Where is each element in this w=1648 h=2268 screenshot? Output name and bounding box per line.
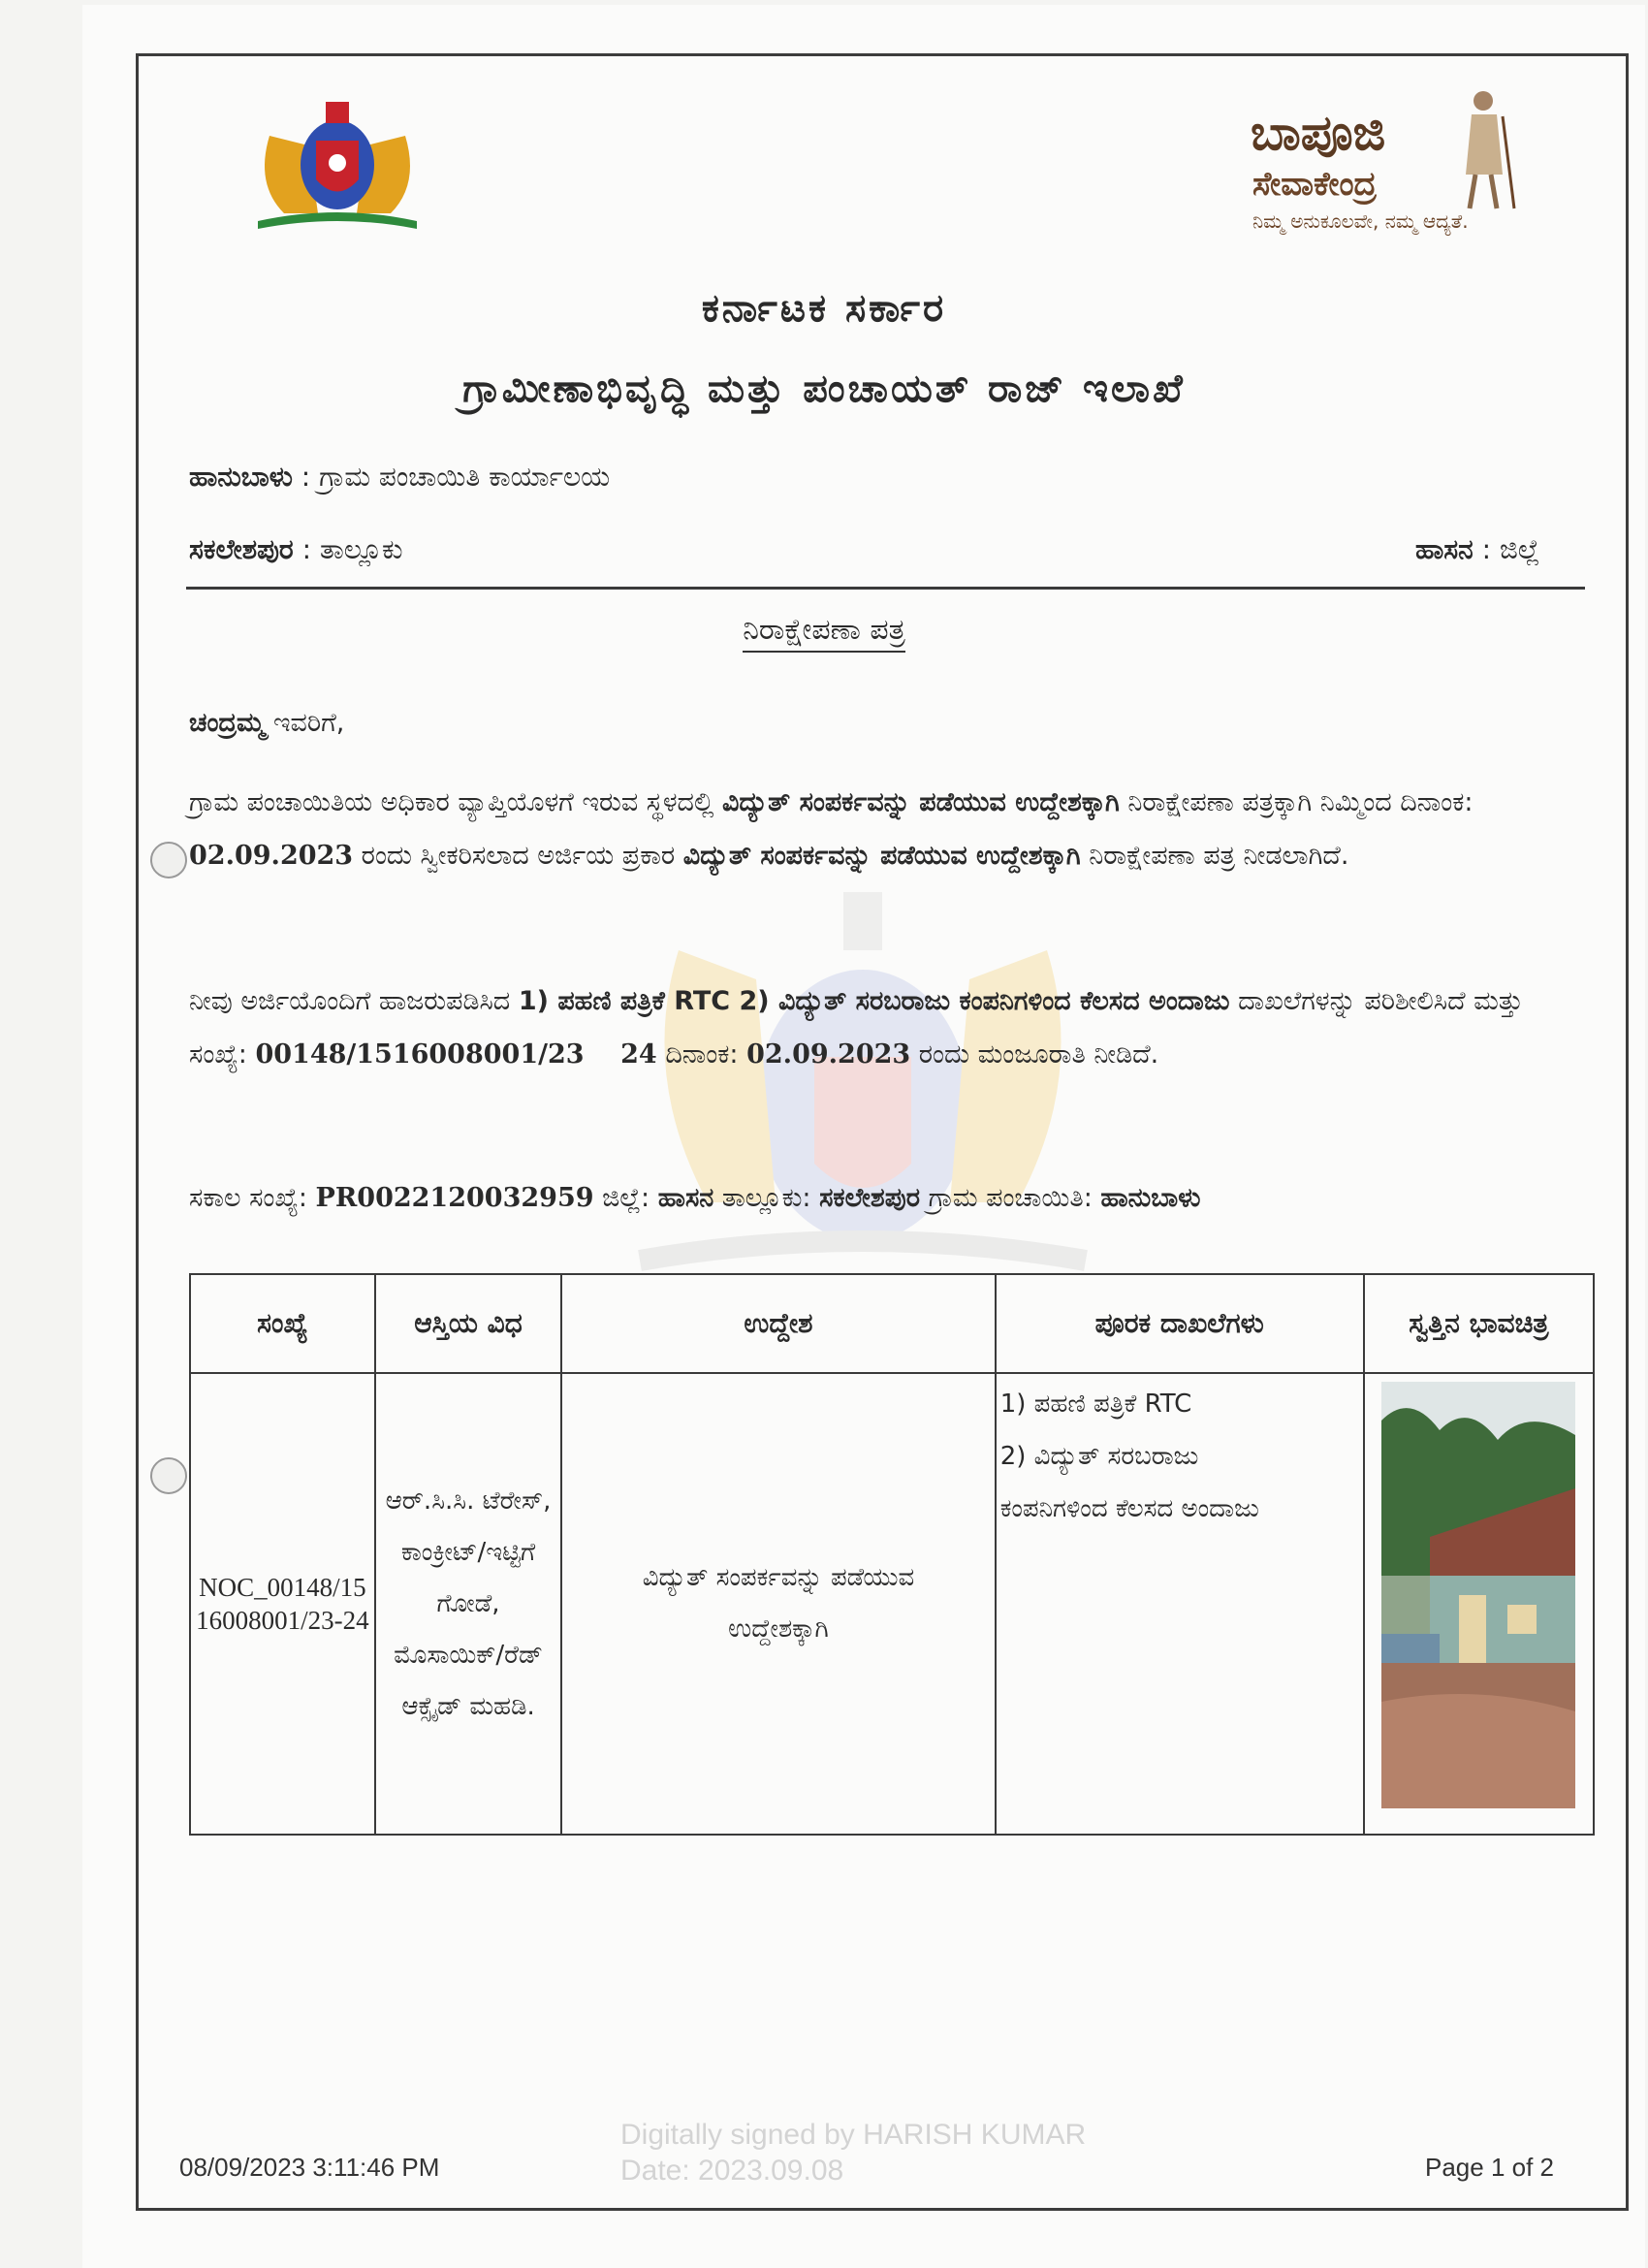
column-header: ಸ್ವತ್ತಿನ ಭಾವಚಿತ್ರ [1364,1274,1594,1373]
taluk-line [189,533,403,566]
purpose-text: ವಿದ್ಯುತ್ ಸಂಪರ್ಕವನ್ನು ಪಡೆಯುವ ಉದ್ದೇಶಕ್ಕಾಗಿ [721,787,1120,817]
department-heading: ಗ್ರಾಮೀಣಾಭಿವೃದ್ಧಿ ಮತ್ತು ಪಂಚಾಯತ್ ರಾಜ್ ಇಲಾಖೆ [462,367,1186,411]
column-header: ಆಸ್ತಿಯ ವಿಧ [375,1274,561,1373]
text: ದಿನಾಂಕ: [656,1039,747,1070]
column-header: ಸಂಖ್ಯೆ [190,1274,375,1373]
column-header: ಪೂರಕ ದಾಖಲೆಗಳು [996,1274,1364,1373]
text: ರಂದು ಸ್ವೀಕರಿಸಲಾದ ಅರ್ಜಿಯ ಪ್ರಕಾರ [353,841,683,871]
district-line [1415,533,1539,566]
recipient-name: ಚಂದ್ರಮ್ಮ [189,708,266,738]
text: ನಿರಾಕ್ಷೇಪಣಾ ಪತ್ರ ನೀಡಲಾಗಿದೆ. [1080,841,1349,871]
property-type: ಆರ್.ಸಿ.ಸಿ. ಟೆರೇಸ್, ಕಾಂಕ್ರೀಟ್/ಇಟ್ಟಿಗೆ ಗೋಡೆ, ಮೊಸಾಯಿಕ್/ರೆಡ್ ಆಕ್ಸೈಡ್ ಮಹಡಿ. [375,1373,561,1835]
application-date: 02.09.2023 [189,841,354,871]
taluk-name: ಸಕಲೇಶಪುರ [189,533,294,565]
property-photo [1381,1382,1575,1808]
label: ಗ್ರಾಮ ಪಂಚಾಯಿತಿ: [920,1183,1101,1213]
text: ರಂದು ಮಂಜೂರಾತಿ ನೀಡಿದೆ. [910,1039,1159,1070]
page-number: Page 1 of 2 [1425,2153,1554,2182]
government-heading: ಕರ್ನಾಟಕ ಸರ್ಕಾರ [701,286,947,331]
panchayat-value: ಹಾನುಬಾಳು [1100,1183,1201,1213]
text: ಗ್ರಾಮ ಪಂಚಾಯಿತಿಯ ಅಧಿಕಾರ ವ್ಯಾಪ್ತಿಯೊಳಗೆ ಇರುವ ಸ್ಥಳದಲ್ಲಿ [189,787,722,817]
sakala-number: PR0022120032959 [315,1183,594,1213]
documents-text: 1) ಪಹಣಿ ಪತ್ರಿಕೆ RTC 2) ವಿದ್ಯುತ್ ಸರಬರಾಜು ಕಂಪನಿಗಳಿಂದ ಕೆಲಸದ ಅಂದಾಜು [518,986,1230,1016]
approval-number: 00148/1516008001/23 24 [255,1039,657,1070]
purpose-text: ವಿದ್ಯುತ್ ಸಂಪರ್ಕವನ್ನು ಪಡೆಯುವ ಉದ್ದೇಶಕ್ಕಾಗಿ [682,841,1081,871]
noc-number: NOC_00148/1516008001/23-24 [190,1373,375,1835]
salutation-suffix: ಇವರಿಗೆ, [265,708,345,738]
office-line [189,461,610,494]
header-divider [186,587,1585,590]
district-name: ಹಾಸನ [1415,533,1474,565]
document-title [0,613,1648,647]
signature-ghost: Date: 2023.09.08 [620,2155,844,2187]
document-item: ಕಂಪನಿಗಳಿಂದ ಕೆಲಸದ ಅಂದಾಜು [999,1494,1259,1523]
table-header-row [190,1274,1594,1373]
property-photo-cell [1364,1373,1594,1835]
salutation [189,696,1585,750]
brand-subname: ಸೇವಾಕೇಂದ್ರ [1252,165,1378,204]
document-item: 2) ವಿದ್ಯುತ್ ಸರಬರಾಜು [999,1442,1199,1471]
property-table [189,1273,1595,1836]
purpose: ವಿದ್ಯುತ್ ಸಂಪರ್ಕವನ್ನು ಪಡೆಯುವ ಉದ್ದೇಶಕ್ಕಾಗಿ [561,1373,996,1835]
print-timestamp: 08/09/2023 3:11:46 PM [179,2153,440,2182]
gandhi-figure-icon [1444,87,1522,213]
village-name: ಹಾನುಬಾಳು [189,461,293,493]
district-label: : ಜಿಲ್ಲೆ [1473,533,1540,565]
district-value: ಹಾಸನ [657,1183,714,1213]
document-item: 1) ಪಹಣಿ ಪತ್ರಿಕೆ RTC [999,1390,1192,1419]
document-title-text: ನಿರಾಕ್ಷೇಪಣಾ ಪತ್ರ [743,613,905,653]
text: ದಾಖಲೆಗಳನ್ನು ಪರಿಶೀಲಿಸಿದೆ ಮತ್ತು ಸಂಖ್ಯೆ: [189,986,1524,1070]
taluk-label: : ತಾಲ್ಲೂಕು [293,533,403,565]
paragraph-approval [189,974,1585,1081]
label: ತಾಲ್ಲೂಕು: [713,1183,820,1213]
office-label: : ಗ್ರಾಮ ಪಂಚಾಯಿತಿ ಕಾರ್ಯಾಲಯ [292,461,611,493]
brand-tagline: ನಿಮ್ಮ ಅನುಕೂಲವೇ, ನಮ್ಮ ಆದ್ಯತೆ. [1252,209,1469,233]
label: ಸಕಾಲ ಸಂಖ್ಯೆ: [189,1183,316,1213]
text: ನೀವು ಅರ್ಜಿಯೊಂದಿಗೆ ಹಾಜರುಪಡಿಸಿದ [189,986,519,1016]
approval-date: 02.09.2023 [746,1039,911,1070]
brand-name: ಬಾಪೂಜಿ [1251,105,1386,161]
signature-ghost: Digitally signed by HARISH KUMAR [620,2119,1087,2151]
label: ಜಿಲ್ಲೆ: [593,1183,658,1213]
supporting-documents [996,1373,1364,1835]
karnataka-emblem [250,97,425,233]
column-header: ಉದ್ದೇಶ [561,1274,996,1373]
state-emblem-watermark [523,834,1202,1338]
paragraph-noc-issued [189,776,1585,882]
taluk-value: ಸಕಲೇಶಪುರ [819,1183,920,1213]
sakala-details [189,1171,1585,1225]
bapuji-sevakendra-logo [1251,87,1522,242]
table-row [190,1373,1594,1835]
text: ನಿರಾಕ್ಷೇಪಣಾ ಪತ್ರಕ್ಕಾಗಿ ನಿಮ್ಮಿಂದ ದಿನಾಂಕ: [1119,787,1474,817]
